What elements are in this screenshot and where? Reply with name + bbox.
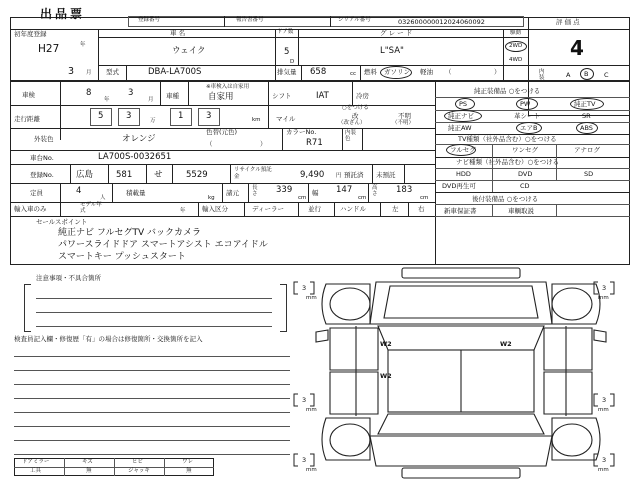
mm-bracket-2 [294, 394, 298, 406]
mileage-d4: 3 [206, 111, 212, 121]
notes-label: 注意事項・不具合箇所 [36, 274, 101, 282]
equip-tv: 純正TV [574, 100, 596, 108]
inspection-month: 3 [128, 88, 134, 98]
front-left-door [330, 328, 378, 370]
equip-airbag: エアB [520, 124, 538, 132]
damage-mark-3: W2 [500, 340, 512, 348]
mm-unit-2: mm [306, 407, 317, 413]
equip-title: 純正装備品 ○をつける [474, 87, 541, 95]
plate-class: 581 [116, 170, 133, 180]
navi-dvd-play: DVD再生可 [442, 182, 476, 190]
damage-mark-2: W2 [380, 372, 392, 380]
disp-label: 排気量 [277, 68, 297, 76]
import-label: 輸入車のみ [14, 205, 47, 213]
dims-height: 183 [396, 185, 413, 195]
reg-no-label: 登録番号 [138, 17, 161, 23]
footer-v3: ジャッキ [128, 468, 150, 474]
mm-bracket-6r [610, 454, 614, 466]
footer-v1: 工具 [30, 468, 42, 474]
mm-unit-3: mm [306, 467, 317, 473]
door-suffix: D [290, 59, 295, 65]
first-reg-label: 初年度登録 [14, 30, 47, 38]
footer-h3: ヒビ [132, 459, 144, 465]
grade-title: 評 価 点 [556, 18, 580, 26]
sales-line-1: 純正ナビ フルセグTV バックカメラ [58, 228, 202, 238]
mileage-d3: 1 [178, 111, 184, 121]
door-label: ドア数 [277, 29, 294, 35]
navi-dvd: DVD [518, 170, 533, 178]
import-handle: ハンドル [340, 205, 366, 213]
after-manual: 車輌取説 [508, 207, 534, 215]
mm-bracket-1 [294, 282, 298, 294]
equip-leather: 革シート [514, 112, 540, 120]
plate-kana: せ [154, 170, 163, 180]
chassis-label: 車台No. [30, 154, 54, 162]
usage-value: 自家用 [208, 92, 234, 102]
car-name-value: ウェイク [172, 46, 206, 56]
mileage-d2: 3 [126, 111, 132, 121]
mm-unit-1: mm [306, 295, 317, 301]
plate-region: 広島 [76, 170, 94, 180]
mileage-man: 万 [150, 118, 156, 124]
left-mirror [316, 330, 328, 342]
dims-label: 諸元 [226, 189, 239, 197]
mm-unit-6: mm [598, 467, 609, 473]
capacity-label: 定員 [30, 189, 43, 197]
int-b: B [584, 70, 589, 78]
score-value: 4 [570, 36, 584, 60]
navi-title: ナビ種類（社外品含む）○をつける [456, 158, 560, 166]
equip-ps: PS [459, 100, 468, 108]
mm-bracket-5 [594, 394, 598, 406]
tv-title: TV種類（社外品含む）○をつける [458, 135, 557, 143]
capacity-value: 4 [76, 186, 82, 196]
ac-label: 冷房 [356, 92, 369, 100]
inspector-label: 検査員記入欄・修復歴「有」の場合は修復箇所・交換箇所を記入 [14, 335, 203, 343]
notes-bracket-right [280, 284, 287, 332]
mm-value-5: 3 [602, 396, 607, 404]
front-right-wheel [552, 288, 592, 320]
appl-no-label: 報告書番号 [236, 17, 264, 23]
mm-unit-4: mm [598, 295, 609, 301]
month-unit: 月 [86, 70, 92, 76]
mm-bracket-2r [310, 394, 314, 406]
plate-label: 登録No. [30, 171, 54, 179]
after-warranty: 新車保証書 [444, 207, 477, 215]
serial-label: シリアル番号 [338, 17, 371, 23]
load-unit: kg [208, 195, 215, 201]
dims-length-label: 長さ [252, 185, 258, 197]
capacity-unit: 人 [100, 195, 106, 201]
equip-pw: PW [520, 100, 531, 108]
hood-inner [384, 286, 538, 318]
dims-width-label: 幅 [312, 189, 319, 197]
color-note: 色替(元色) [206, 128, 238, 136]
rear-right-wheel [552, 424, 592, 456]
drive-4wd: 4WD [509, 57, 523, 63]
tv-oneseg: ワンセグ [512, 146, 538, 154]
front-bumper [402, 268, 520, 278]
recycle-value: 9,490 [300, 170, 325, 180]
rear-bumper [402, 468, 520, 478]
mileage-sub-kai: （改ざん） [338, 120, 366, 126]
mm-value-1: 3 [302, 284, 307, 292]
import-cat: 輸入区分 [202, 205, 228, 213]
dims-height-unit: cm [420, 195, 429, 201]
right-mirror [594, 330, 606, 342]
mm-bracket-3r [310, 454, 314, 466]
interior-color-label: 内装色 [345, 130, 357, 142]
sales-line-3: スマートキー プッシュスタート [58, 252, 186, 262]
usage-note: ※車検入は自家用 [206, 84, 250, 90]
fuel-paren-l: （ [445, 68, 452, 76]
sheet-title: 出品票 [40, 7, 86, 21]
sales-points-label: セールスポイント [36, 218, 88, 226]
shift-value: IAT [316, 91, 329, 101]
inspection-month-unit: 月 [148, 97, 154, 103]
front-left-wheel [330, 288, 370, 320]
windshield [378, 326, 544, 350]
inspection-year-unit: 年 [104, 97, 110, 103]
rear-window [378, 414, 544, 434]
fuel-gasoline: ガソリン [384, 68, 410, 76]
import-parallel: 並行 [308, 205, 321, 213]
model-label: 型式 [106, 68, 119, 76]
mm-value-3: 3 [302, 456, 307, 464]
car-name-label: 車 名 [170, 29, 186, 37]
int-ext-label: 内装 [539, 69, 545, 81]
mileage-label: 走行距離 [14, 115, 40, 123]
mileage-d1: 5 [98, 111, 104, 121]
mileage-circle-note: ○をつける [342, 105, 369, 111]
dims-width: 147 [336, 185, 353, 195]
disp-unit: cc [350, 71, 357, 77]
color-paren-r: ） [260, 140, 267, 148]
usage-label: 車種 [166, 92, 179, 100]
mm-bracket-4r [610, 282, 614, 294]
load-label: 積載量 [126, 189, 146, 197]
mm-bracket-1r [310, 282, 314, 294]
inspection-year: 8 [86, 88, 92, 98]
navi-hdd: HDD [456, 170, 471, 178]
color-no-value: R71 [306, 138, 323, 148]
grade-value: L"SA" [380, 46, 404, 56]
first-reg-month: 3 [68, 66, 75, 77]
rear-left-wheel [330, 424, 370, 456]
footer-h1: ドアミラー [22, 459, 50, 465]
navi-cd: CD [520, 182, 530, 190]
recycle-unit: 円 [336, 173, 342, 179]
mm-value-6: 3 [602, 456, 607, 464]
door-value: 5 [284, 47, 290, 57]
notes-bracket [24, 284, 31, 332]
footer-v2: 無 [86, 468, 92, 474]
import-right: 右 [418, 205, 425, 213]
drive-label: 駆動 [510, 30, 522, 36]
dims-length: 339 [276, 185, 293, 195]
mm-unit-5: mm [598, 407, 609, 413]
mileage-opt-fumei: 不明 [398, 112, 411, 120]
inspection-label: 車検 [22, 91, 35, 99]
front-right-door [544, 328, 592, 370]
recycle-status2: 未預託 [376, 171, 396, 179]
color-no-label: カラーNo. [286, 128, 317, 136]
footer-h4: ワレ [182, 459, 194, 465]
mileage-km: km [252, 117, 261, 123]
mm-value-4: 3 [602, 284, 607, 292]
rear-left-door [330, 372, 378, 414]
fuel-label: 燃料 [364, 68, 377, 76]
recycle-status1: 預託済 [344, 171, 364, 179]
car-diagram [290, 264, 640, 480]
grade-label: グ レ ー ド [380, 29, 413, 37]
color-label: 外装色 [34, 135, 54, 143]
color-paren-l: （ [206, 140, 213, 148]
fuel-paren-r: ） [494, 68, 501, 76]
import-left: 左 [392, 205, 399, 213]
footer-h2: キズ [82, 459, 93, 465]
mm-bracket-3 [294, 454, 298, 466]
int-a: A [566, 71, 571, 79]
after-title: 後付装備品 ○をつける [472, 195, 539, 203]
mm-bracket-5r [610, 394, 614, 406]
equip-aw: 純正AW [448, 124, 472, 132]
import-model-year: モデル年式 [80, 202, 102, 214]
int-c: C [604, 71, 609, 79]
import-year-unit: 年 [180, 208, 186, 214]
fuel-diesel: 軽油 [420, 68, 433, 76]
footer-v4: 無 [186, 468, 192, 474]
mileage-sub-fumei: （不明） [392, 120, 415, 126]
navi-sd: SD [584, 170, 594, 178]
tv-analog: アナログ [574, 146, 600, 154]
sales-line-2: パワースライドドア スマートアシスト エコアイドル [58, 240, 268, 250]
year-unit: 年 [80, 42, 86, 48]
dims-width-unit: cm [358, 195, 367, 201]
equip-navi: 純正ナビ [448, 112, 474, 120]
front-left-fender [322, 284, 370, 324]
model-value: DBA-LA700S [148, 67, 202, 77]
import-dealer: ディーラー [252, 205, 284, 213]
rear-right-door [544, 372, 592, 414]
recycle-label: リサイクル預託金 [234, 167, 272, 180]
damage-mark-1: W2 [380, 340, 392, 348]
equip-abs: ABS [580, 124, 593, 132]
mileage-opt-mile: マイル [276, 115, 296, 123]
drive-2wd: 2WD [509, 43, 523, 49]
shift-label: シフト [272, 92, 292, 100]
disp-value: 658 [310, 67, 327, 77]
rear-hatch [370, 436, 552, 466]
first-reg-era: H27 [38, 43, 60, 55]
mm-value-2: 3 [302, 396, 307, 404]
color-value: オレンジ [122, 134, 156, 144]
serial-value: 032600000012024060092 [398, 18, 485, 26]
tv-fullseg: フルセグ [450, 146, 476, 154]
chassis-value: LA700S-0032651 [98, 152, 172, 162]
dims-height-label: 高さ [372, 185, 378, 197]
equip-sr: SR [582, 112, 591, 120]
front-right-fender [552, 284, 600, 324]
dims-length-unit: cm [298, 195, 307, 201]
plate-number: 5529 [186, 170, 208, 180]
mileage-opt-kai: 改 [352, 112, 359, 120]
